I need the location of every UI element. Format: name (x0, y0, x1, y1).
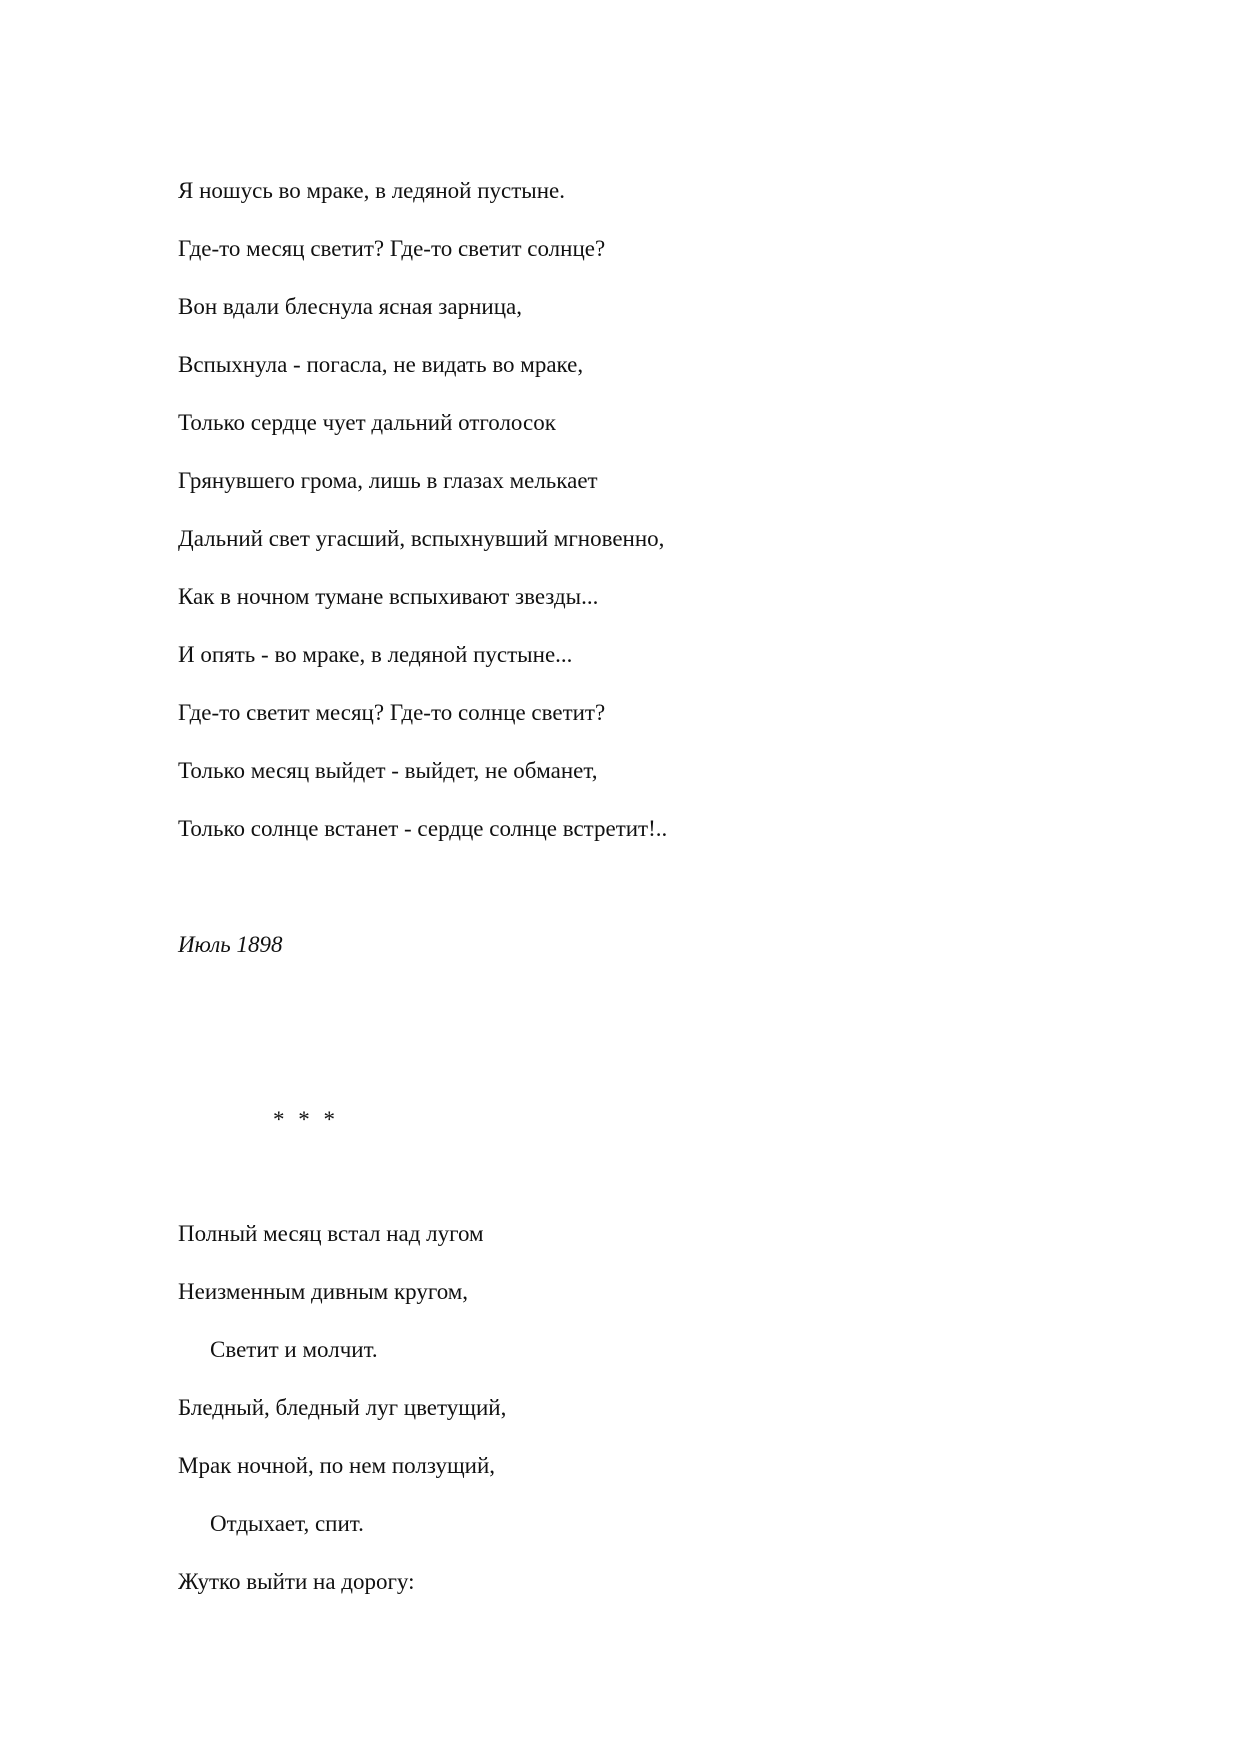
poem1-line-3: Вон вдали блеснула ясная зарница, (178, 294, 522, 319)
poem1-line-1: Я ношусь во мраке, в ледяной пустыне. (178, 178, 566, 203)
poem2-line-5: Мрак ночной, по нем ползущий, (178, 1453, 496, 1478)
poem2-line-7: Жутко выйти на дорогу: (178, 1569, 415, 1594)
poem1-line-11: Только месяц выйдет - выйдет, не обманет, (178, 758, 598, 783)
poem1-line-12: Только солнце встанет - сердце солнце встретит!.. (178, 816, 668, 841)
poem1-line-2: Где-то месяц светит? Где-то светит солнце? (178, 236, 606, 261)
poem1-line-10: Где-то светит месяц? Где-то солнце светит? (178, 700, 606, 725)
section-separator: * * * (273, 1107, 339, 1132)
poem1-line-5: Только сердце чует дальний отголосок (178, 410, 556, 435)
poem2-line-4: Бледный, бледный луг цветущий, (178, 1395, 507, 1420)
poem1-line-4: Вспыхнула - погасла, не видать во мраке, (178, 352, 584, 377)
poem2-line-6: Отдыхает, спит. (210, 1511, 364, 1536)
poem2-line-1: Полный месяц встал над лугом (178, 1221, 484, 1246)
poem2-line-2: Неизменным дивным кругом, (178, 1279, 469, 1304)
poem1-date: Июль 1898 (178, 932, 283, 957)
poem1-line-8: Как в ночном тумане вспыхивают звезды... (178, 584, 599, 609)
poem1-line-6: Грянувшего грома, лишь в глазах мелькает (178, 468, 598, 493)
poem1-line-9: И опять - во мраке, в ледяной пустыне... (178, 642, 573, 667)
poem1-line-7: Дальний свет угасший, вспыхнувший мгновенно, (178, 526, 665, 551)
poem2-line-3: Светит и молчит. (210, 1337, 378, 1362)
